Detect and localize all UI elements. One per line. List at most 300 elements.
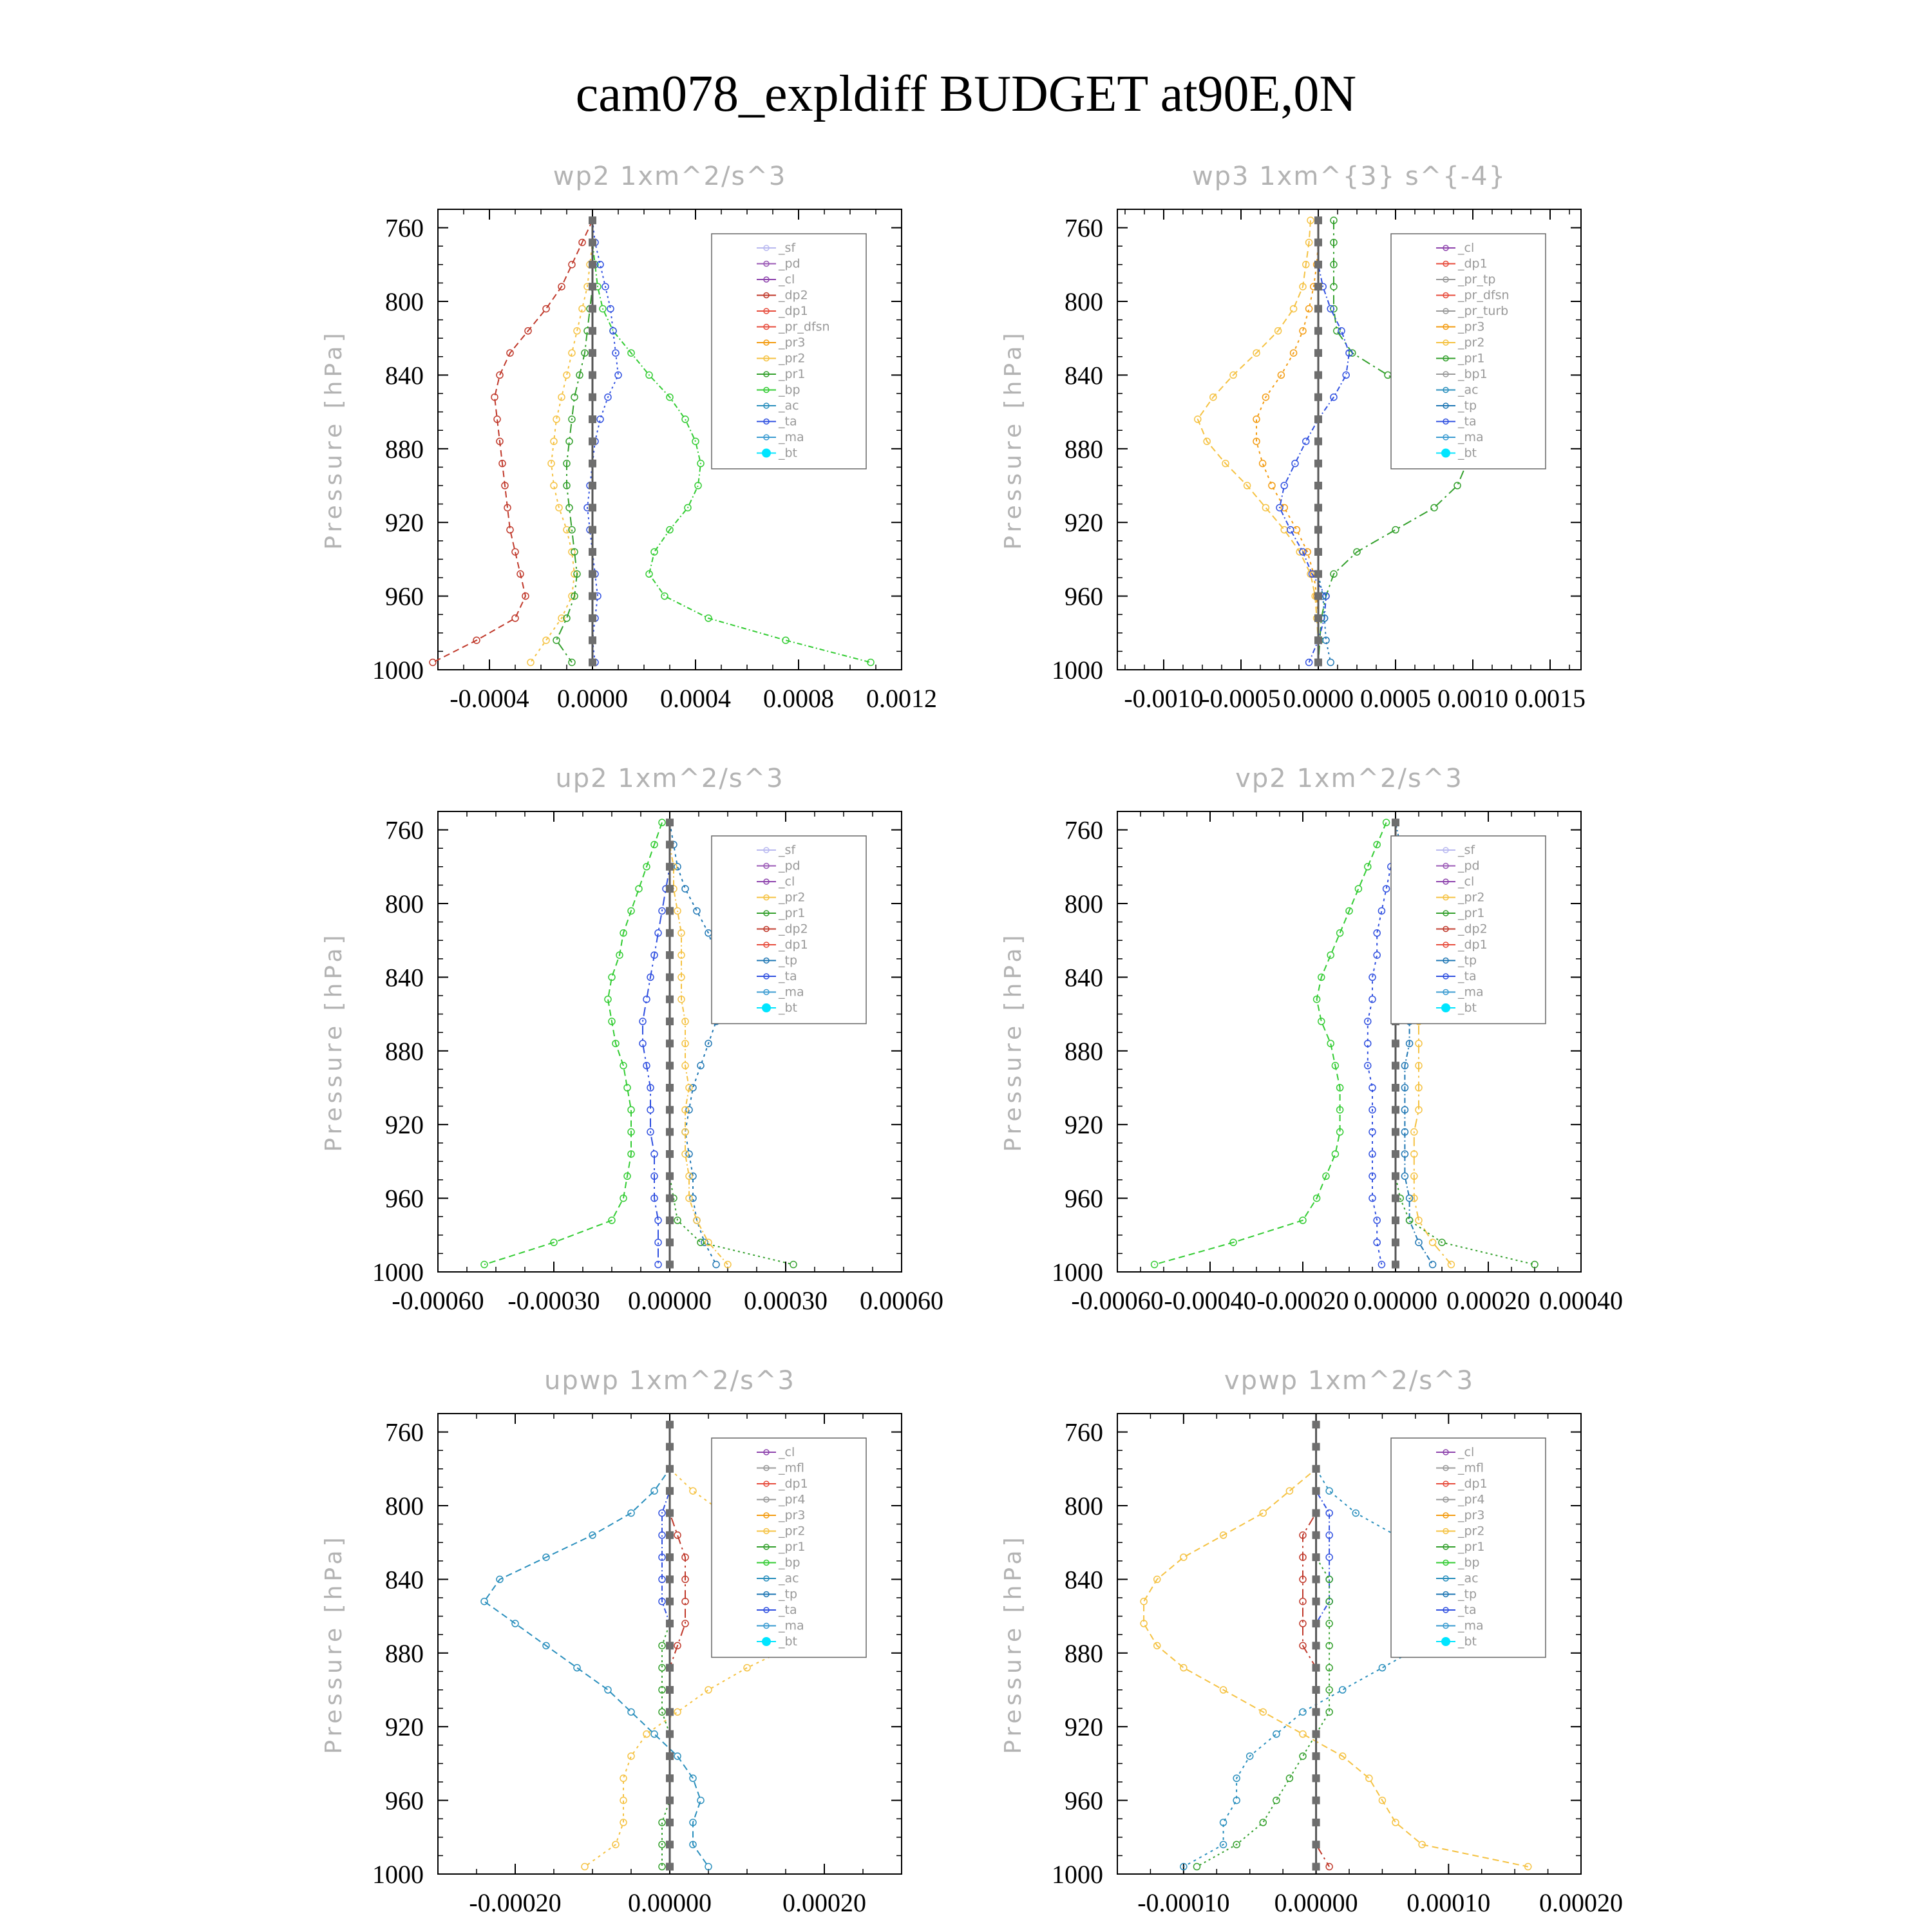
x-tick-label: 0.00020 xyxy=(782,1888,866,1917)
x-tick-label: -0.00060 xyxy=(392,1286,484,1315)
data-point xyxy=(1300,1731,1306,1738)
y-tick-label: 1000 xyxy=(372,1258,424,1287)
data-point xyxy=(589,482,596,489)
panel-4 xyxy=(1000,764,1623,1315)
data-point xyxy=(1262,504,1269,511)
legend-label: _ma xyxy=(1458,1618,1484,1633)
data-point xyxy=(666,1172,674,1180)
data-point xyxy=(1392,527,1399,533)
data-point xyxy=(1312,1443,1320,1450)
legend xyxy=(712,836,866,1024)
legend-label: _sf xyxy=(779,843,796,857)
legend-label: _bp xyxy=(779,1555,800,1570)
data-point xyxy=(655,1239,661,1245)
data-point xyxy=(1314,548,1322,556)
y-axis-label: Pressure [hPa] xyxy=(321,329,347,550)
data-point xyxy=(666,996,674,1003)
data-point xyxy=(1314,283,1322,290)
x-tick-label: -0.00010 xyxy=(1137,1888,1230,1917)
legend-label: _ta xyxy=(779,1603,797,1617)
data-point xyxy=(1300,1753,1306,1759)
legend-label: _pr4 xyxy=(779,1492,806,1507)
legend-label: _cl xyxy=(1458,1445,1475,1459)
data-point xyxy=(1312,1421,1320,1428)
data-point xyxy=(1392,1062,1399,1070)
data-point xyxy=(1430,1262,1436,1268)
legend-label: _ac xyxy=(1458,383,1479,397)
data-point xyxy=(666,1708,674,1716)
data-point xyxy=(1312,1774,1320,1782)
legend-label: _dp1 xyxy=(779,304,808,318)
data-point xyxy=(651,1488,658,1494)
data-point xyxy=(589,460,596,468)
data-point xyxy=(1392,1039,1399,1047)
legend-label: _pr2 xyxy=(779,890,806,905)
panel-6 xyxy=(1000,1366,1623,1917)
x-tick-label: 0.0010 xyxy=(1437,684,1508,713)
legend-label: _mfl xyxy=(1458,1461,1484,1475)
data-point xyxy=(666,1039,674,1047)
data-point xyxy=(1314,526,1322,534)
legend xyxy=(1391,836,1546,1024)
data-point xyxy=(1312,1531,1320,1539)
data-point xyxy=(589,526,596,534)
data-point xyxy=(1314,437,1322,445)
legend-marker xyxy=(762,449,771,458)
legend xyxy=(712,1438,866,1658)
data-point xyxy=(666,929,674,937)
data-point xyxy=(666,1797,674,1804)
data-point xyxy=(1338,328,1345,334)
data-point xyxy=(674,1532,681,1539)
series-line-dp1 xyxy=(1155,822,1387,1264)
y-tick-label: 960 xyxy=(385,1786,424,1815)
data-point xyxy=(1314,415,1322,423)
data-point xyxy=(481,1598,488,1605)
data-point xyxy=(666,1664,674,1672)
data-point xyxy=(1326,1488,1332,1494)
legend-label: _ac xyxy=(779,1571,799,1586)
data-point xyxy=(666,1642,674,1649)
data-point xyxy=(1312,1598,1320,1605)
y-tick-label: 1000 xyxy=(372,1860,424,1889)
y-tick-label: 840 xyxy=(385,1565,424,1595)
y-tick-label: 840 xyxy=(1065,361,1103,390)
data-point xyxy=(1392,1261,1399,1269)
data-point xyxy=(666,1217,674,1224)
legend-label: _pd xyxy=(779,256,800,271)
data-point xyxy=(1286,1775,1293,1781)
data-point xyxy=(1392,1217,1399,1224)
data-point xyxy=(666,1465,674,1473)
data-point xyxy=(1312,1819,1320,1826)
data-point xyxy=(682,886,688,892)
x-tick-label: 0.0000 xyxy=(557,684,628,713)
legend-label: _pr3 xyxy=(1458,1508,1485,1522)
data-point xyxy=(666,1819,674,1826)
x-tick-label: 0.0008 xyxy=(763,684,834,713)
data-point xyxy=(1312,1620,1320,1627)
data-point xyxy=(1293,527,1300,533)
panel-title: upwp 1xm^2/s^3 xyxy=(544,1366,795,1396)
x-tick-label: 0.00000 xyxy=(1274,1888,1358,1917)
data-point xyxy=(666,1531,674,1539)
x-tick-label: 0.00010 xyxy=(1406,1888,1491,1917)
legend-label: _pd xyxy=(1458,858,1480,873)
legend-label: _pr_dfsn xyxy=(779,319,830,334)
data-point xyxy=(1314,371,1322,379)
data-point xyxy=(1269,482,1275,489)
data-point xyxy=(1312,1509,1320,1517)
data-point xyxy=(1383,819,1390,826)
data-point xyxy=(1340,1687,1346,1693)
panel-1 xyxy=(321,162,937,713)
legend xyxy=(1391,234,1546,469)
data-point xyxy=(651,1731,658,1738)
x-tick-label: 0.00000 xyxy=(628,1286,712,1315)
data-point xyxy=(666,1620,674,1627)
x-tick-label: -0.00020 xyxy=(469,1888,562,1917)
legend-label: _dp2 xyxy=(779,288,808,303)
legend-label: _tp xyxy=(1458,1587,1477,1602)
data-point xyxy=(589,548,596,556)
data-point xyxy=(1314,636,1322,644)
y-tick-label: 920 xyxy=(385,1712,424,1742)
data-point xyxy=(589,415,596,423)
data-point xyxy=(1392,1238,1399,1246)
legend-label: _bp xyxy=(779,383,800,397)
data-point xyxy=(666,1686,674,1694)
data-point xyxy=(666,1018,674,1025)
series-line-ta xyxy=(643,822,670,1264)
legend-label: _ta xyxy=(1458,1603,1477,1617)
data-point xyxy=(1379,1665,1385,1671)
y-tick-label: 960 xyxy=(385,582,424,611)
data-point xyxy=(1337,930,1343,936)
y-tick-label: 880 xyxy=(385,434,424,464)
data-point xyxy=(1260,1510,1266,1516)
legend-label: _ta xyxy=(779,969,797,983)
x-tick-label: -0.0010 xyxy=(1124,684,1204,713)
series-line-tp xyxy=(484,1425,708,1866)
data-point xyxy=(1312,1553,1320,1561)
y-tick-label: 760 xyxy=(385,1417,424,1447)
x-tick-label: 0.0015 xyxy=(1515,684,1586,713)
data-point xyxy=(666,1598,674,1605)
data-point xyxy=(553,637,560,643)
y-tick-label: 920 xyxy=(1065,1110,1103,1140)
data-point xyxy=(628,1753,634,1759)
data-point xyxy=(605,1687,611,1693)
data-point xyxy=(666,1863,674,1871)
data-point xyxy=(1312,1841,1320,1848)
data-point xyxy=(1314,305,1322,312)
x-tick-label: -0.00060 xyxy=(1071,1286,1164,1315)
y-tick-label: 920 xyxy=(385,508,424,538)
data-point xyxy=(1327,952,1334,958)
legend-label: _pr1 xyxy=(1458,351,1485,366)
legend-label: _sf xyxy=(779,241,796,255)
data-point xyxy=(1385,372,1391,378)
data-point xyxy=(582,1864,588,1870)
legend-label: _pr2 xyxy=(1458,1524,1485,1539)
legend-label: _bt xyxy=(1458,1634,1477,1649)
series-line-pr2 xyxy=(1198,220,1318,662)
data-point xyxy=(666,1150,674,1158)
data-point xyxy=(666,1195,674,1202)
y-tick-label: 960 xyxy=(1065,1184,1103,1213)
legend-label: _ac xyxy=(779,399,799,413)
data-point xyxy=(1454,482,1461,489)
x-tick-label: 0.0004 xyxy=(660,684,731,713)
x-tick-label: 0.00060 xyxy=(860,1286,943,1315)
data-point xyxy=(697,1063,704,1069)
y-axis-label: Pressure [hPa] xyxy=(1000,1533,1027,1754)
data-point xyxy=(705,1687,712,1693)
data-point xyxy=(1300,1709,1306,1715)
data-point xyxy=(1314,349,1322,357)
y-tick-label: 880 xyxy=(1065,434,1103,464)
legend-label: _dp1 xyxy=(1458,256,1488,271)
legend-label: _pr_tp xyxy=(1458,272,1496,287)
data-point xyxy=(694,907,700,914)
legend-label: _pr1 xyxy=(1458,1540,1485,1554)
y-tick-label: 800 xyxy=(1065,1492,1103,1520)
data-point xyxy=(1287,527,1294,533)
data-point xyxy=(666,951,674,959)
y-tick-label: 840 xyxy=(1065,1565,1103,1595)
legend-label: _ma xyxy=(1458,430,1484,444)
series-line-bp xyxy=(1197,1425,1329,1866)
legend-label: _dp1 xyxy=(779,1477,808,1491)
data-point xyxy=(1312,1487,1320,1495)
data-point xyxy=(666,1261,674,1269)
legend-label: _bt xyxy=(1458,1001,1477,1015)
y-tick-label: 760 xyxy=(385,815,424,845)
data-point xyxy=(666,819,674,826)
data-point xyxy=(430,659,436,666)
legend-label: _dp2 xyxy=(779,922,808,936)
y-tick-label: 960 xyxy=(385,1184,424,1213)
data-point xyxy=(1260,460,1266,467)
data-point xyxy=(589,371,596,379)
data-point xyxy=(1312,1575,1320,1583)
data-point xyxy=(1312,1730,1320,1738)
data-point xyxy=(1314,592,1322,600)
data-point xyxy=(628,1709,634,1715)
data-point xyxy=(1314,238,1322,246)
panel-title: up2 1xm^2/s^3 xyxy=(555,764,784,793)
data-point xyxy=(682,416,688,422)
data-point xyxy=(636,886,642,892)
data-point xyxy=(1392,1084,1399,1092)
data-point xyxy=(1291,305,1297,312)
data-point xyxy=(1314,659,1322,667)
data-point xyxy=(569,261,575,268)
legend-marker xyxy=(762,1637,771,1646)
data-point xyxy=(666,1421,674,1428)
data-point xyxy=(1273,1797,1280,1804)
y-tick-label: 840 xyxy=(385,963,424,992)
y-tick-label: 880 xyxy=(1065,1036,1103,1066)
data-point xyxy=(666,1443,674,1450)
data-point xyxy=(1392,1172,1399,1180)
legend-label: _bp xyxy=(1458,1555,1480,1570)
data-point xyxy=(1365,864,1371,870)
legend-label: _cl xyxy=(779,875,795,889)
legend-label: _cl xyxy=(779,1445,795,1459)
legend-label: _pr2 xyxy=(1458,336,1485,350)
legend-label: _mfl xyxy=(779,1461,804,1475)
data-point xyxy=(1430,1239,1436,1245)
data-point xyxy=(527,659,534,666)
data-point xyxy=(1303,438,1309,444)
panel-title: wp3 1xm^{3} s^{-4} xyxy=(1191,162,1507,191)
data-point xyxy=(666,1128,674,1136)
legend-label: _pr1 xyxy=(779,367,806,381)
data-point xyxy=(1314,570,1322,578)
legend-label: _ac xyxy=(1458,1571,1479,1586)
data-point xyxy=(643,1731,650,1738)
legend-label: _bt xyxy=(779,1001,798,1015)
data-point xyxy=(1392,1106,1399,1113)
legend-label: _pr2 xyxy=(779,1524,806,1539)
data-point xyxy=(1314,482,1322,489)
panels xyxy=(321,162,1623,1917)
data-point xyxy=(589,349,596,357)
y-axis-label: Pressure [hPa] xyxy=(321,931,347,1152)
data-point xyxy=(589,305,596,312)
legend-label: _ma xyxy=(779,1618,804,1633)
y-tick-label: 920 xyxy=(1065,508,1103,538)
data-point xyxy=(666,840,674,848)
x-tick-label: 0.00020 xyxy=(1539,1888,1623,1917)
data-point xyxy=(713,1262,719,1268)
panel-3 xyxy=(321,764,943,1315)
data-point xyxy=(666,885,674,893)
y-tick-label: 800 xyxy=(385,889,424,918)
x-tick-label: -0.0005 xyxy=(1201,684,1281,713)
y-axis-label: Pressure [hPa] xyxy=(1000,329,1027,550)
data-point xyxy=(674,1709,681,1715)
data-point xyxy=(1286,1488,1293,1494)
legend-label: _pr4 xyxy=(1458,1492,1485,1507)
data-point xyxy=(666,1730,674,1738)
legend-marker xyxy=(1441,1637,1450,1646)
data-point xyxy=(512,615,518,621)
legend-label: _pr_turb xyxy=(1458,304,1509,318)
data-point xyxy=(589,283,596,290)
y-tick-label: 880 xyxy=(385,1036,424,1066)
data-point xyxy=(666,1062,674,1070)
x-tick-label: 0.00040 xyxy=(1539,1286,1623,1315)
legend-label: _pr3 xyxy=(779,336,806,350)
data-point xyxy=(674,1753,681,1759)
data-point xyxy=(666,1084,674,1092)
legend-marker xyxy=(1441,449,1450,458)
legend-label: _pr3 xyxy=(1458,319,1485,334)
y-axis-label: Pressure [hPa] xyxy=(321,1533,347,1754)
data-point xyxy=(659,819,665,826)
y-tick-label: 840 xyxy=(385,361,424,390)
legend-label: _pr1 xyxy=(779,906,806,920)
y-tick-label: 840 xyxy=(1065,963,1103,992)
legend-label: _dp1 xyxy=(1458,1477,1488,1491)
data-point xyxy=(666,1774,674,1782)
data-point xyxy=(574,1665,580,1671)
y-tick-label: 1000 xyxy=(1052,1258,1103,1287)
data-point xyxy=(1392,819,1399,826)
y-tick-label: 760 xyxy=(1065,1417,1103,1447)
legend-marker xyxy=(762,1003,771,1012)
data-point xyxy=(589,327,596,335)
panel-5 xyxy=(321,1366,902,1917)
data-point xyxy=(1292,460,1298,467)
y-tick-label: 960 xyxy=(1065,1786,1103,1815)
legend-label: _pd xyxy=(779,858,800,873)
legend-label: _ma xyxy=(779,430,804,444)
y-tick-label: 880 xyxy=(385,1638,424,1668)
data-point xyxy=(1431,504,1437,511)
data-point xyxy=(1312,1642,1320,1649)
legend-label: _cl xyxy=(779,272,795,287)
x-tick-label: -0.0004 xyxy=(450,684,529,713)
legend-label: _ma xyxy=(1458,985,1484,999)
y-tick-label: 1000 xyxy=(1052,656,1103,685)
x-tick-label: -0.00030 xyxy=(507,1286,600,1315)
data-point xyxy=(1314,216,1322,224)
data-point xyxy=(666,863,674,871)
data-point xyxy=(659,1819,665,1826)
data-point xyxy=(589,636,596,644)
legend-label: _ta xyxy=(1458,969,1477,983)
data-point xyxy=(1260,1819,1266,1826)
data-point xyxy=(620,1775,627,1781)
data-point xyxy=(589,238,596,246)
data-point xyxy=(1314,327,1322,335)
data-point xyxy=(666,1509,674,1517)
data-point xyxy=(589,659,596,667)
legend-label: _tp xyxy=(1458,399,1477,413)
data-point xyxy=(666,1553,674,1561)
legend-label: _tp xyxy=(1458,953,1477,968)
legend-label: _bt xyxy=(1458,446,1477,460)
y-tick-label: 1000 xyxy=(1052,1860,1103,1889)
legend-label: _ma xyxy=(779,985,804,999)
data-point xyxy=(589,437,596,445)
data-point xyxy=(666,1575,674,1583)
x-tick-label: -0.00040 xyxy=(1164,1286,1256,1315)
data-point xyxy=(666,973,674,981)
legend-label: _bp1 xyxy=(1458,367,1488,381)
data-point xyxy=(1180,1554,1187,1560)
legend-label: _ta xyxy=(779,414,797,429)
data-point xyxy=(1312,1465,1320,1473)
data-point xyxy=(589,614,596,622)
data-point xyxy=(589,592,596,600)
data-point xyxy=(666,1841,674,1848)
legend-label: _dp1 xyxy=(1458,938,1488,952)
data-point xyxy=(659,1532,665,1539)
legend-label: _pr2 xyxy=(1458,890,1485,905)
y-tick-label: 760 xyxy=(385,213,424,243)
legend-label: _tp xyxy=(779,953,798,968)
y-tick-label: 800 xyxy=(385,287,424,316)
data-point xyxy=(589,393,596,401)
y-tick-label: 760 xyxy=(1065,213,1103,243)
data-point xyxy=(1273,1731,1280,1738)
data-point xyxy=(1355,886,1361,892)
